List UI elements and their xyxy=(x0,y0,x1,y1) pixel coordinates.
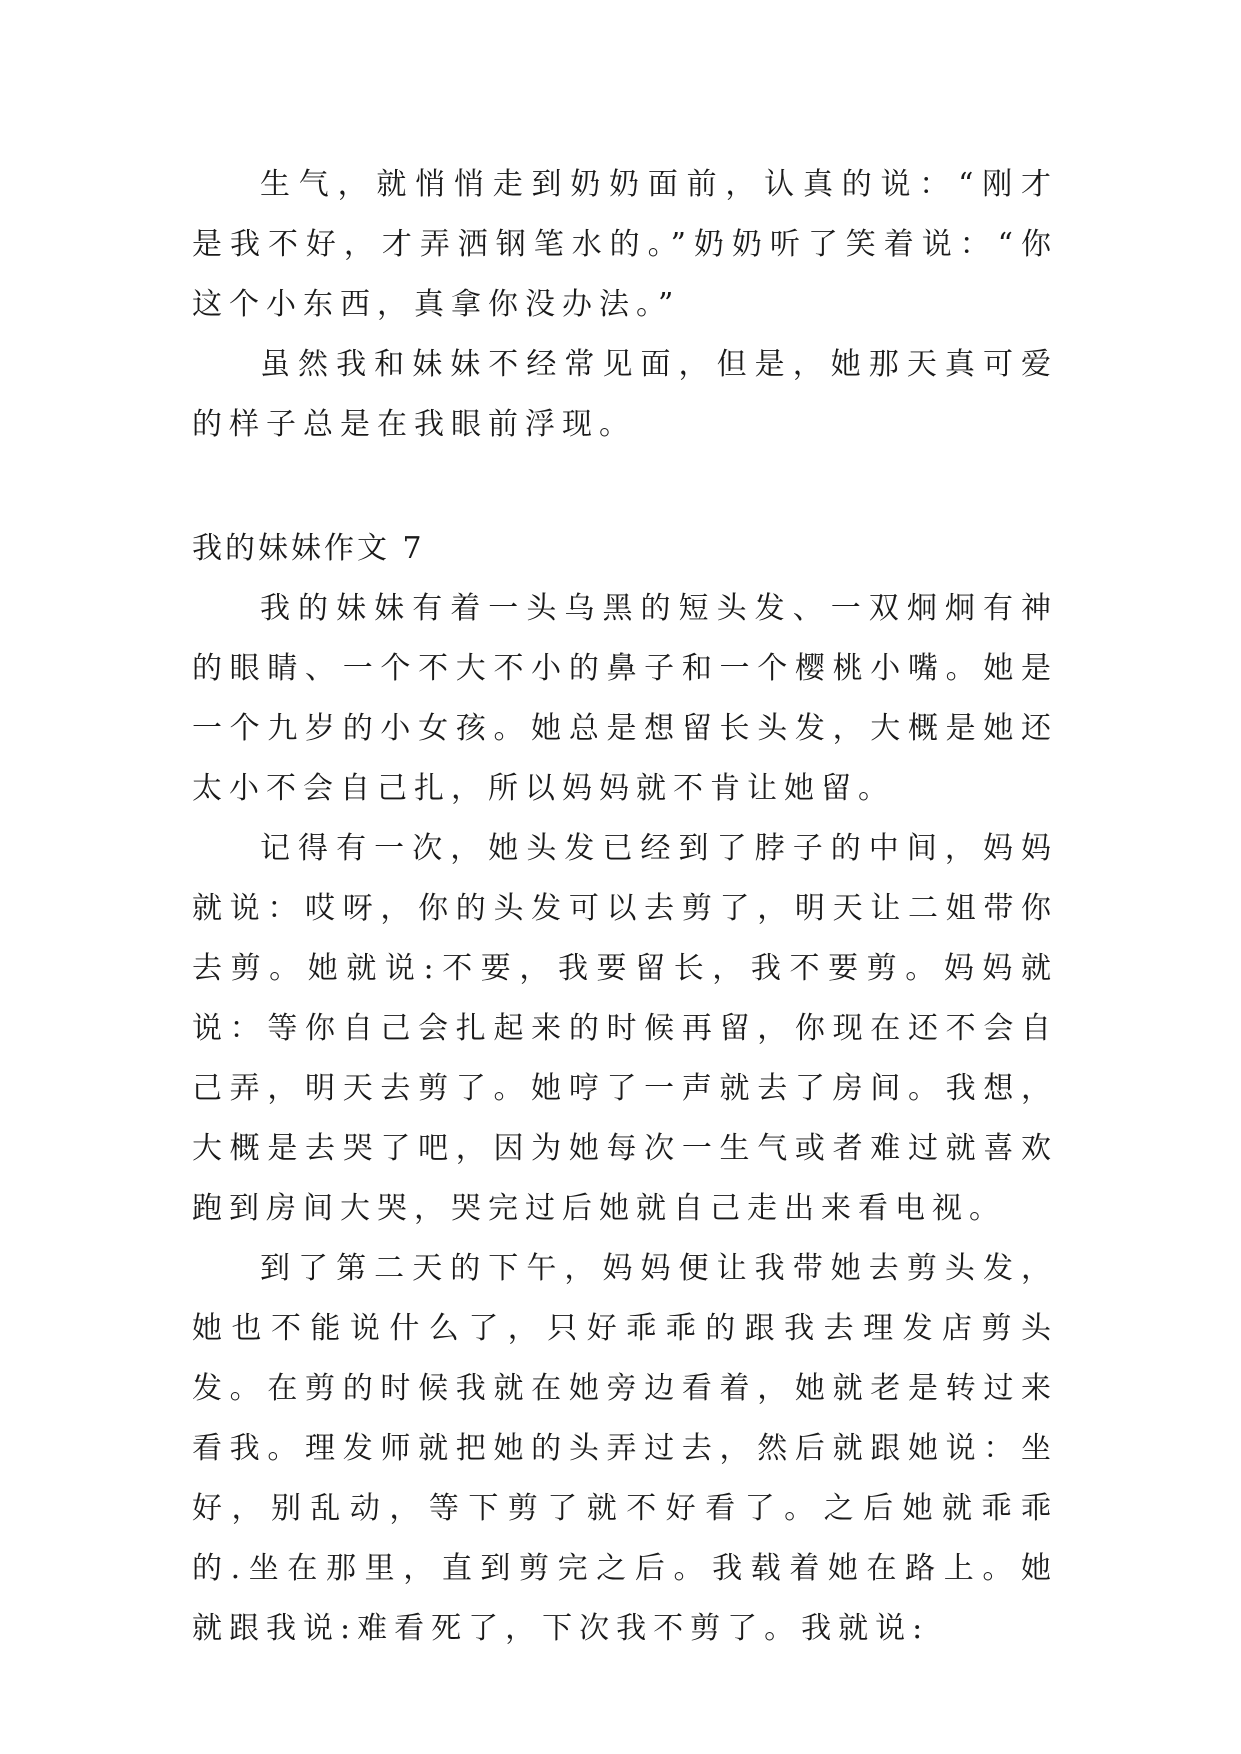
document-body xyxy=(192,155,1058,1659)
paragraph-4: 记得有一次，她头发已经到了脖子的中间，妈妈就说：哎呀，你的头发可以去剪了，明天让二姐带你去剪。她就说:不要，我要留长，我不要剪。妈妈就说：等你自己会扎起来的时候再留，你现在还不会自己弄，明天去剪了。她哼了一声就去了房间。我想，大概是去哭了吧，因为她每次一生气或者难过就喜欢跑到房间大哭，哭完过后她就自己走出来看电视。 xyxy=(192,831,1058,1226)
paragraph-5: 到了第二天的下午，妈妈便让我带她去剪头发，她也不能说什么了，只好乖乖的跟我去理发店剪头发。在剪的时候我就在她旁边看着，她就老是转过来看我。理发师就把她的头弄过去，然后就跟她说：坐好，别乱动，等下剪了就不好看了。之后她就乖乖的.坐在那里，直到剪完之后。我载着她在路上。她就跟我说:难看死了，下次我不剪了。我就说: xyxy=(192,1251,1058,1646)
paragraph-3: 我的妹妹有着一头乌黑的短头发、一双炯炯有神的眼睛、一个不大不小的鼻子和一个樱桃小嘴。她是一个九岁的小女孩。她总是想留长头发，大概是她还太小不会自己扎，所以妈妈就不肯让她留。 xyxy=(192,591,1058,806)
paragraph-1: 生气，就悄悄走到奶奶面前，认真的说：“刚才是我不好，才弄洒钢笔水的。”奶奶听了笑着说：“你这个小东西，真拿你没办法。” xyxy=(192,167,1058,322)
section-heading: 我的妹妹作文 7 xyxy=(192,531,425,566)
paragraph-2: 虽然我和妹妹不经常见面，但是，她那天真可爱的样子总是在我眼前浮现。 xyxy=(192,347,1058,442)
